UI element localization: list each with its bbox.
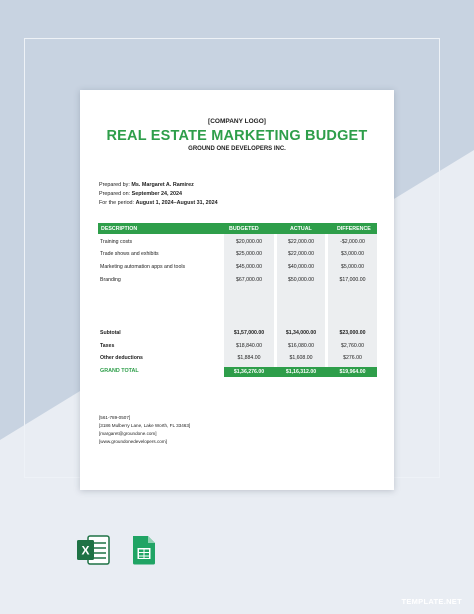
taxes-actual: $16,080.00 (288, 343, 314, 349)
subtotal-actual: $1,34,000.00 (285, 330, 317, 336)
table-header (98, 223, 377, 234)
period-value: August 1, 2024–August 31, 2024 (135, 200, 218, 206)
row-description: Marketing automation apps and tools (100, 264, 186, 270)
row-difference: $17,000.00 (339, 277, 366, 283)
row-actual: $40,000.00 (288, 264, 314, 270)
excel-icon[interactable] (76, 535, 110, 570)
grand-total-difference: $19,964.00 (339, 369, 366, 375)
other-deductions-actual: $1,608.00 (289, 355, 313, 361)
google-sheets-icon[interactable] (131, 535, 157, 570)
other-deductions-difference: $276.00 (343, 355, 362, 361)
prepared-on-label: Prepared on: (99, 191, 131, 197)
header-actual: ACTUAL (290, 226, 312, 232)
company-name: GROUND ONE DEVELOPERS INC. (188, 146, 286, 152)
row-actual: $22,000.00 (288, 251, 314, 257)
taxes-budgeted: $18,840.00 (236, 343, 262, 349)
subtotal-difference: $23,000.00 (339, 330, 366, 336)
taxes-difference: $2,760.00 (340, 343, 365, 349)
subtotal-budgeted: $1,57,000.00 (233, 330, 265, 336)
row-difference: $3,000.00 (340, 251, 365, 257)
prepared-on (99, 191, 182, 197)
taxes-label: Taxes (100, 343, 115, 349)
document-title: REAL ESTATE MARKETING BUDGET (106, 128, 368, 144)
contact-phone: [561-789-0507] (99, 415, 131, 420)
svg-text:X: X (81, 543, 90, 558)
other-deductions-budgeted: $1,884.00 (237, 355, 261, 361)
contact-email: [margaret@groundone.com] (99, 431, 157, 436)
subtotal-label: Subtotal (100, 330, 121, 336)
contact-website: [www.groundonedevelopers.com] (99, 439, 167, 444)
row-description: Branding (100, 277, 121, 283)
row-budgeted: $20,000.00 (236, 239, 262, 245)
grand-total-actual: $1,16,312.00 (285, 369, 317, 375)
row-difference: -$2,000.00 (340, 239, 365, 245)
header-budgeted: BUDGETED (229, 226, 259, 232)
contact-address: [3186 Mulberry Lane, Lake Worth, FL 33463] (99, 423, 191, 428)
header-difference: DIFFERENCE (337, 226, 371, 232)
other-deductions-label: Other deductions (100, 355, 143, 361)
company-logo-placeholder: [COMPANY LOGO] (208, 118, 266, 125)
row-budgeted: $45,000.00 (236, 264, 262, 270)
grand-total-budgeted: $1,36,276.00 (233, 369, 265, 375)
prepared-by-label: Prepared by: (99, 182, 130, 188)
grand-total-label: GRAND TOTAL (100, 368, 139, 374)
header-description: DESCRIPTION (101, 226, 138, 232)
row-description: Training costs (100, 239, 133, 245)
document-page (80, 90, 394, 490)
budget-table (98, 223, 377, 380)
row-budgeted: $67,000.00 (236, 277, 262, 283)
row-actual: $50,000.00 (288, 277, 314, 283)
row-description: Trade shows and exhibits (100, 251, 159, 257)
period-label: For the period: (99, 200, 135, 206)
row-difference: $5,000.00 (340, 264, 365, 270)
watermark: TEMPLATE.NET (401, 597, 462, 606)
row-budgeted: $25,000.00 (236, 251, 262, 257)
prepared-by-value: Ms. Margaret A. Ramirez (131, 182, 194, 188)
prepared-on-value: September 24, 2024 (131, 191, 183, 197)
period (99, 200, 218, 206)
prepared-by (99, 182, 194, 188)
row-actual: $22,000.00 (288, 239, 314, 245)
